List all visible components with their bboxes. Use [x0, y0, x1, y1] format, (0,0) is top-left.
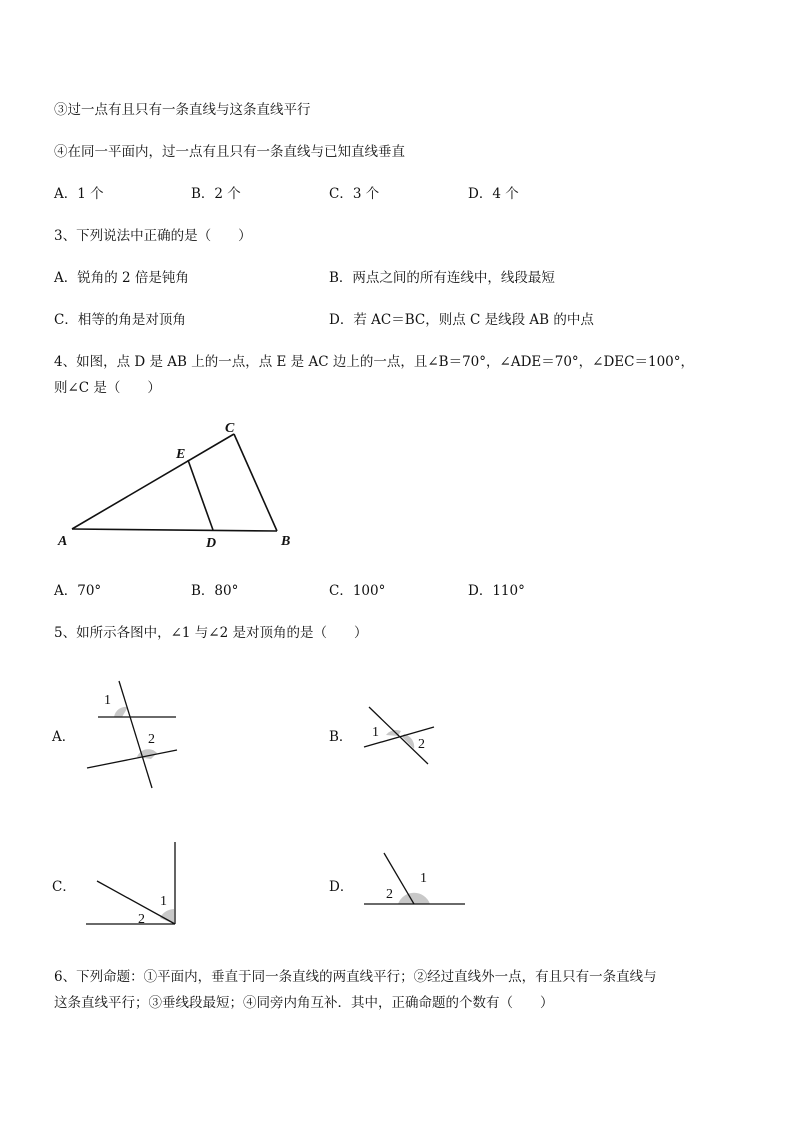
q5-figure-a: [87, 681, 177, 788]
q3-option-a: A．锐角的 2 倍是钝角: [54, 270, 189, 286]
q2-option-d: D．4 个: [468, 186, 519, 202]
q2-statement-3: ③过一点有且只有一条直线与这条直线平行: [54, 102, 311, 118]
q2-option-b: B．2 个: [191, 186, 241, 202]
q2-option-a: A．1 个: [54, 186, 104, 202]
q4-option-a: A．70°: [54, 583, 102, 599]
vertex-label-e: E: [176, 447, 186, 462]
q5-figure-d: [364, 853, 465, 904]
vertex-label-a: A: [58, 534, 68, 549]
q6-stem-line1: 6、下列命题：①平面内，垂直于同一条直线的两直线平行；②经过直线外一点，有且只有一条直线与: [54, 969, 657, 985]
fig-d-angle-1: 1: [420, 871, 427, 886]
q5-option-a-label: A．: [52, 729, 76, 745]
q3-stem: 3、下列说法中正确的是（ ）: [54, 228, 252, 244]
q3-option-b: B．两点之间的所有连线中，线段最短: [329, 270, 555, 286]
fig-a-angle-1: 1: [104, 693, 111, 708]
vertex-label-d: D: [206, 536, 217, 551]
fig-b-angle-2: 2: [418, 737, 425, 752]
q3-option-d: D．若 AC＝BC，则点 C 是线段 AB 的中点: [329, 312, 594, 328]
fig-a-angle-2: 2: [148, 732, 155, 747]
q4-option-c: C．100°: [329, 583, 386, 599]
vertex-label-b: B: [281, 534, 291, 549]
q3-option-c: C．相等的角是对顶角: [54, 312, 186, 328]
q6-stem-line2: 这条直线平行；③垂线段最短；④同旁内角互补．其中，正确命题的个数有（ ）: [54, 995, 554, 1011]
fig-c-angle-2: 2: [138, 912, 145, 927]
q2-option-c: C．3 个: [329, 186, 380, 202]
q5-figure-c: [86, 842, 175, 924]
q5-option-b-label: B．: [329, 729, 353, 745]
fig-c-angle-1: 1: [160, 894, 167, 909]
fig-b-angle-1: 1: [372, 725, 379, 740]
q4-option-d: D．110°: [468, 583, 525, 599]
q5-stem: 5、如所示各图中，∠1 与∠2 是对顶角的是（ ）: [54, 625, 368, 641]
q4-stem-line1: 4、如图，点 D 是 AB 上的一点，点 E 是 AC 边上的一点，且∠B＝70°，∠ADE＝70°，∠DEC＝100°，: [54, 354, 695, 370]
q5-option-c-label: C．: [52, 879, 76, 895]
q5-option-d-label: D．: [329, 879, 354, 895]
q4-option-b: B．80°: [191, 583, 239, 599]
q4-stem-line2: 则∠C 是（ ）: [54, 380, 161, 396]
vertex-label-c: C: [225, 421, 235, 436]
angle-arc-1a: [114, 707, 128, 717]
fig-d-angle-2: 2: [386, 887, 393, 902]
q2-statement-4: ④在同一平面内，过一点有且只有一条直线与已知直线垂直: [54, 144, 405, 160]
angle-arc-d: [398, 893, 430, 904]
